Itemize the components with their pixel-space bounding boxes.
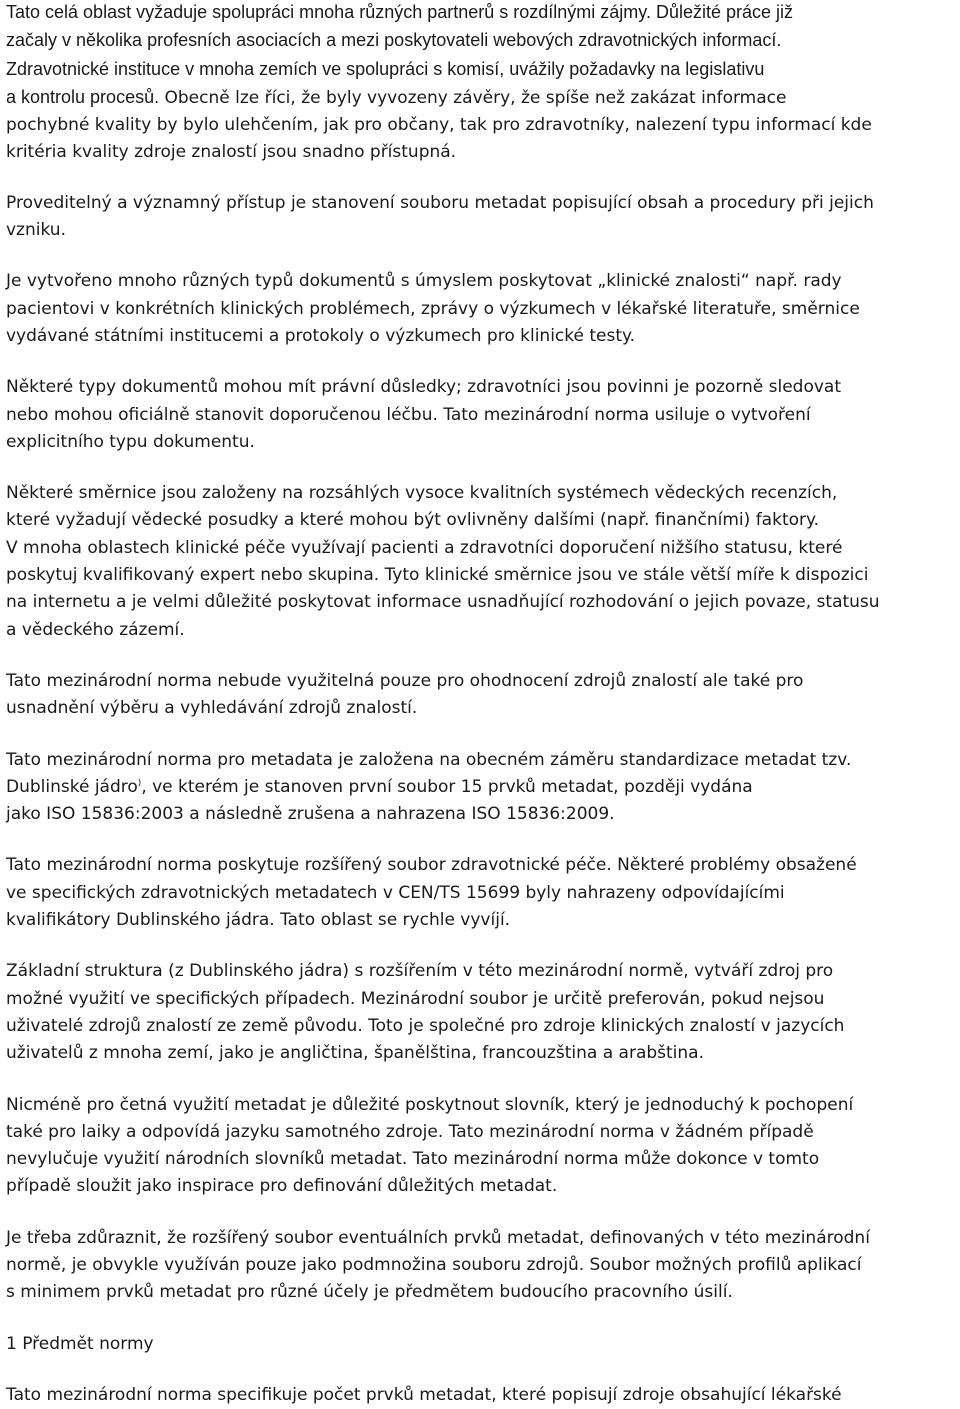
paragraph-vocabulary: Nicméně pro četná využití metadat je důležité poskytnout slovník, který je jednoduchý k pochopení také pro laiky a odpovídá jazyku samotného zdroje. Tato mezinárodní norma v žádném případě nevylučuje využití národních slovníků metadat. Tato mezinárodní norma může dokonce v tomto případě sloužit jako inspirace pro definování důležitých metadat.	[6, 1094, 854, 1197]
footnote-marker: )	[137, 778, 142, 789]
paragraph-dublin-core	[6, 747, 960, 829]
section-heading: 1 Předmět normy	[6, 1333, 154, 1354]
paragraph-guidelines: Některé směrnice jsou založeny na rozsáhlých vysoce kvalitních systémech vědeckých recenzích, které vyžadují vědecké posudky a které mohou být ovlivněny dalšími (např. finančními) faktory. V mnoha oblastech klinické péče využívají pacienti a zdravotníci doporučení nižšího statusu, které poskytuj kvalifikovaný expert nebo skupina. Tyto klinické směrnice jsou ve stále větší míře k dispozici na internetu a je velmi důležité poskytovat informace usnadňující rozhodování o jejich povaze, statusu a vědeckého zázemí.	[6, 483, 880, 640]
paragraph-usability: Tato mezinárodní norma nebude využitelná pouze pro ohodnocení zdrojů znalostí ale také pro usnadnění výběru a vyhledávání zdrojů znalostí.	[6, 670, 804, 719]
paragraph-basic-structure: Základní struktura (z Dublinského jádra) s rozšířením v této mezinárodní normě, vytváří zdroj pro možné využití ve specifických případech. Mezinárodní soubor je určitě preferován, pokud nejsou uživatelé zdrojů znalostí ze země původu. Toto je společné pro zdroje klinických znalostí v jazycích uživatelů z mnoha zemí, jako je angličtina, španělština, francouzština a arabština.	[6, 961, 845, 1064]
dublin-core-text-part1: Tato mezinárodní norma pro metadata je založena na obecném záměru standardizace metadat tzv. Dublinské jádro	[6, 749, 852, 797]
dublin-core-text-part2: , ve kterém je stanoven první soubor 15 prvků metadat, později vydána jako ISO 15836:2003 a následně zrušena a nahrazena ISO 15836:2009.	[6, 776, 753, 825]
paragraph-extended-set: Tato mezinárodní norma poskytuje rozšířený soubor zdravotnické péče. Některé problémy obsažené ve specifických zdravotnických metadatech v CEN/TS 15699 byly nahrazeny odpovídajícími kvalifikátory Dublinského jádra. Tato oblast se rychle vyvíjí.	[6, 855, 857, 931]
paragraph-approach: Proveditelný a významný přístup je stanovení souboru metadat popisující obsah a procedury při jejich vzniku.	[6, 192, 874, 241]
paragraph-intro	[6, 0, 960, 167]
paragraph-intro-part2: Obecně lze říci, že byly vyvozeny závěry, že spíše než zakázat informace pochybné kvality by bylo ulehčením, jak pro občany, tak pro zdravotníky, nalezení typu informací kde kritéria kvality zdroje znalostí jsou snadno přístupná.	[6, 87, 872, 163]
paragraph-intro-part1: Tato celá oblast vyžaduje spolupráci mnoha různých partnerů s rozdílnými zájmy. Důležité práce již začaly v několika profesních asociacích a mezi poskytovateli webových zdravotnických informací. Zdravotnické instituce v mnoha zemích ve spolupráci s komisí, uvážily požadavky na legislativu a kontrolu procesů.	[6, 2, 794, 107]
paragraph-legal-consequences: Některé typy dokumentů mohou mít právní důsledky; zdravotníci jsou povinni je pozorně sledovat nebo mohou oficiálně stanovit doporučenou léčbu. Tato mezinárodní norma usiluje o vytvoření explicitního typu dokumentu.	[6, 377, 842, 452]
paragraph-scope: Tato mezinárodní norma specifikuje počet prvků metadat, které popisují zdroje obsahující lékařské	[6, 1384, 842, 1405]
paragraph-emphasis: Je třeba zdůraznit, že rozšířený soubor eventuálních prvků metadat, definovaných v této mezinárodní normě, je obvykle využíván pouze jako podmnožina souboru zdrojů. Soubor možných profilů aplikací s minimem prvků metadat pro různé účely je předmětem budoucího pracovního úsilí.	[6, 1227, 870, 1303]
paragraph-document-types: Je vytvořeno mnoho různých typů dokumentů s úmyslem poskytovat „klinické znalosti“ např. rady pacientovi v konkrétních klinických problémech, zprávy o výzkumech v lékařské literatuře, směrnice vydávané státními institucemi a protokoly o výzkumech pro klinické testy.	[6, 271, 860, 346]
